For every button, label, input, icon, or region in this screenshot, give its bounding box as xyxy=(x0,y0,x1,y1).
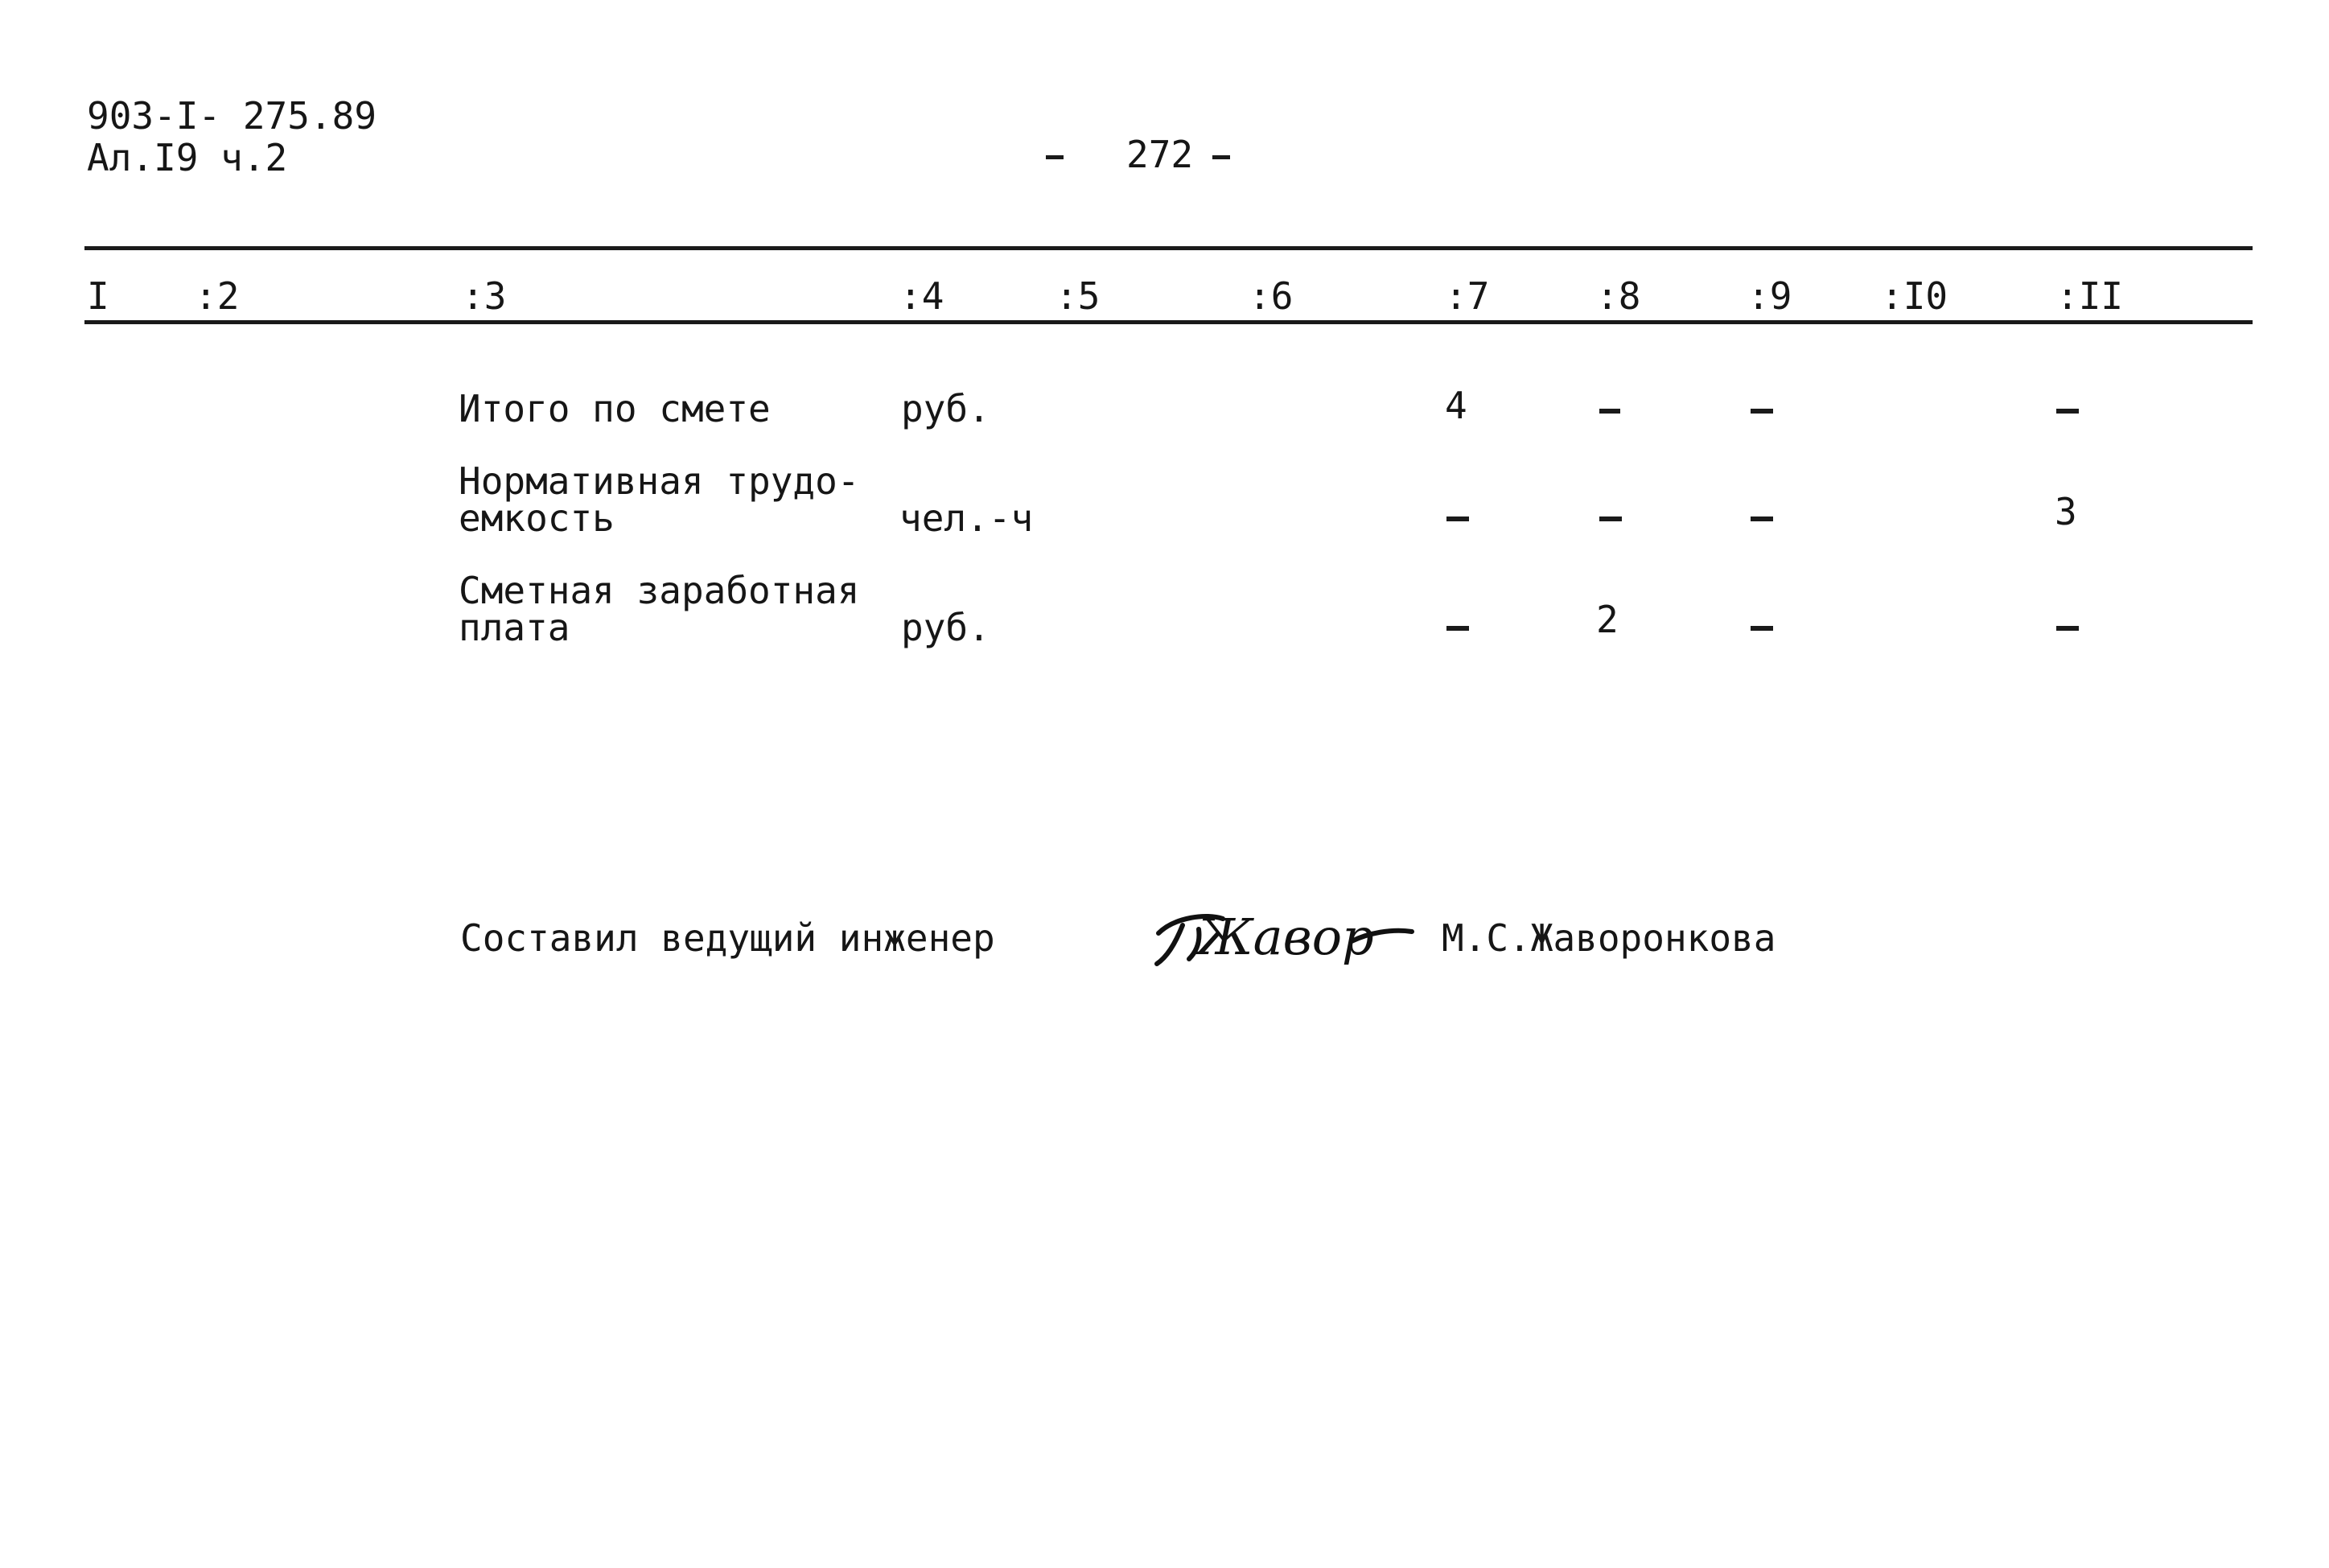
column-header-6: :6 xyxy=(1249,274,1294,318)
table-top-rule xyxy=(84,246,2253,250)
column-header-4: :4 xyxy=(899,274,944,318)
page-number-dash-left xyxy=(1046,155,1064,159)
signer-name: М.С.Жаворонкова xyxy=(1442,916,1776,960)
row-value-col9-dash xyxy=(1751,516,1773,521)
signer-role: Составил ведущий инженер xyxy=(460,916,995,960)
column-header-3: :3 xyxy=(462,274,507,318)
page-number xyxy=(1046,134,1230,175)
page-number-value: 272 xyxy=(1126,133,1194,176)
row-unit: чел.-ч xyxy=(899,496,1034,540)
row-name-line-2: плата xyxy=(459,606,570,649)
row-value-col8: 2 xyxy=(1596,598,1619,641)
column-header-2: :2 xyxy=(195,274,240,318)
row-name: Итого по смете xyxy=(459,387,771,430)
column-header-1: I xyxy=(87,274,109,318)
document-code xyxy=(87,95,377,179)
column-header-9: :9 xyxy=(1747,274,1792,318)
row-value-col7-dash xyxy=(1446,516,1469,521)
document-code-line-2: Ал.I9 ч.2 xyxy=(87,136,288,179)
row-name-line-1: Нормативная трудо- xyxy=(459,459,860,503)
row-unit: руб. xyxy=(901,387,990,430)
signature-text: Жавор xyxy=(1197,907,1374,966)
row-value-col11: 3 xyxy=(2055,490,2077,533)
row-value-col8-dash xyxy=(1599,516,1622,521)
row-value-col9-dash xyxy=(1751,626,1773,631)
document-code-line-1: 903-I- 275.89 xyxy=(87,94,377,138)
row-value-col8-dash xyxy=(1599,409,1620,414)
row-unit: руб. xyxy=(901,606,990,649)
row-value-col9-dash xyxy=(1751,409,1773,414)
row-value-col7: 4 xyxy=(1445,384,1467,427)
signature-drawing xyxy=(1150,901,1416,982)
column-header-11: :II xyxy=(2056,274,2124,318)
column-header-10: :I0 xyxy=(1881,274,1948,318)
row-name-line-2: емкость xyxy=(459,496,615,540)
row-name-line-1: Сметная заработная xyxy=(459,569,860,612)
handwritten-signature xyxy=(1150,901,1416,982)
column-header-5: :5 xyxy=(1055,274,1101,318)
row-value-col11-dash xyxy=(2056,409,2079,414)
row-value-col11-dash xyxy=(2056,626,2079,631)
table-header-bottom-rule xyxy=(84,320,2253,324)
column-header-7: :7 xyxy=(1445,274,1490,318)
row-value-col7-dash xyxy=(1446,626,1469,631)
page-number-dash-right xyxy=(1212,155,1230,159)
column-header-8: :8 xyxy=(1596,274,1641,318)
